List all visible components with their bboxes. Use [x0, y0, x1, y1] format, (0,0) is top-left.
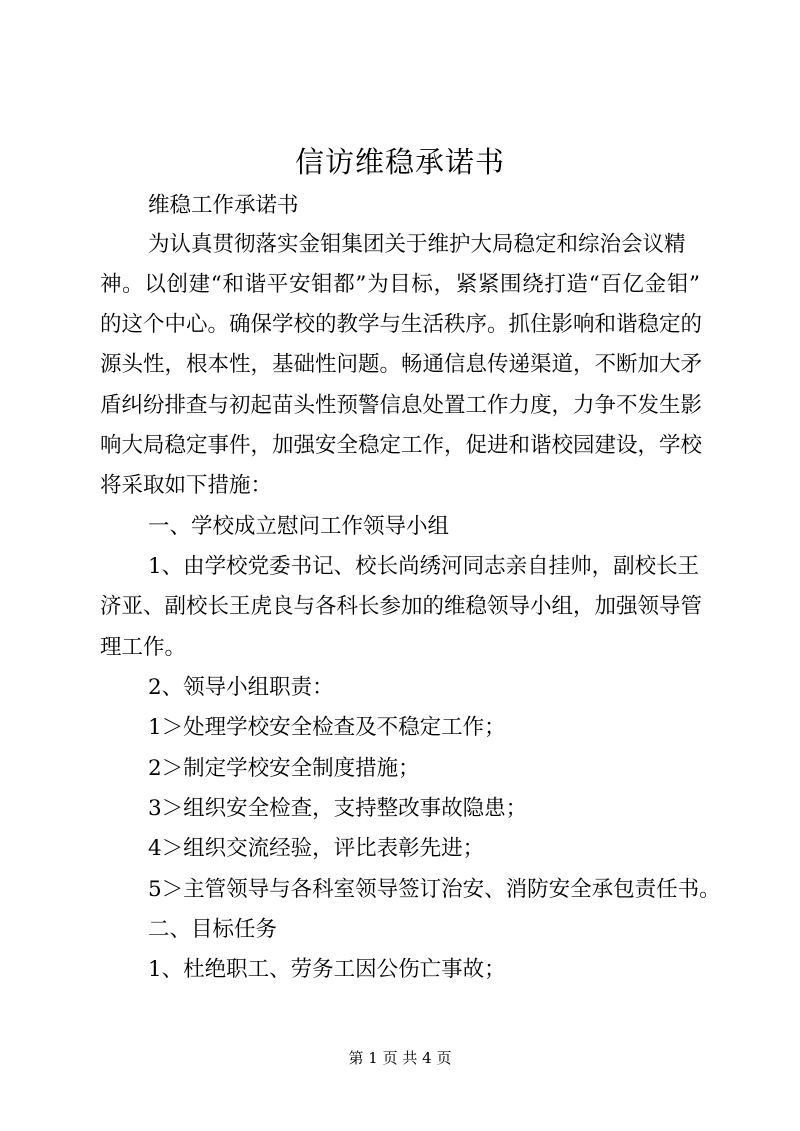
document-title: 信访维稳承诺书: [294, 145, 505, 179]
list-item: 5＞主管领导与各科室领导签订治安、消防安全承包责任书。: [148, 877, 721, 902]
page-footer: 第 1 页 共 4 页: [348, 1049, 452, 1067]
paragraph-line: 响大局稳定事件，加强安全稳定工作，促进和谐校园建设，学校: [100, 433, 703, 458]
paragraph-line: 将采取如下措施：: [100, 473, 273, 498]
subtitle-line: 维稳工作承诺书: [148, 193, 299, 218]
list-item: 1＞处理学校安全检查及不稳定工作；: [148, 715, 506, 740]
paragraph-line: 源头性，根本性，基础性问题。畅通信息传递渠道，不断加大矛: [100, 352, 703, 377]
section-heading: 二、目标任务: [148, 917, 278, 942]
section-heading: 一、学校成立慰问工作领导小组: [148, 514, 450, 539]
list-heading: 2、领导小组职责：: [148, 675, 334, 700]
paragraph-line: 1、杜绝职工、劳务工因公伤亡事故；: [148, 957, 506, 982]
paragraph-line: 神。以创建“和谐平安钼都”为目标，紧紧围绕打造“百亿金钼”: [100, 272, 700, 297]
paragraph-line: 理工作。: [100, 635, 187, 660]
paragraph-line: 的这个中心。确保学校的教学与生活秩序。抓住影响和谐稳定的: [100, 312, 703, 337]
list-item: 4＞组织交流经验，评比表彰先进；: [148, 836, 485, 861]
list-item: 3＞组织安全检查，支持整改事故隐患；: [148, 796, 528, 821]
list-item: 2＞制定学校安全制度措施；: [148, 756, 420, 781]
paragraph-line: 为认真贯彻落实金钼集团关于维护大局稳定和综治会议精: [148, 232, 686, 257]
paragraph-line: 盾纠纷排查与初起苗头性预警信息处置工作力度，力争不发生影: [100, 393, 703, 418]
paragraph-line: 济亚、副校长王虎良与各科长参加的维稳领导小组，加强领导管: [100, 594, 703, 619]
paragraph-line: 1、由学校党委书记、校长尚绣河同志亲自挂帅，副校长王: [148, 554, 700, 579]
